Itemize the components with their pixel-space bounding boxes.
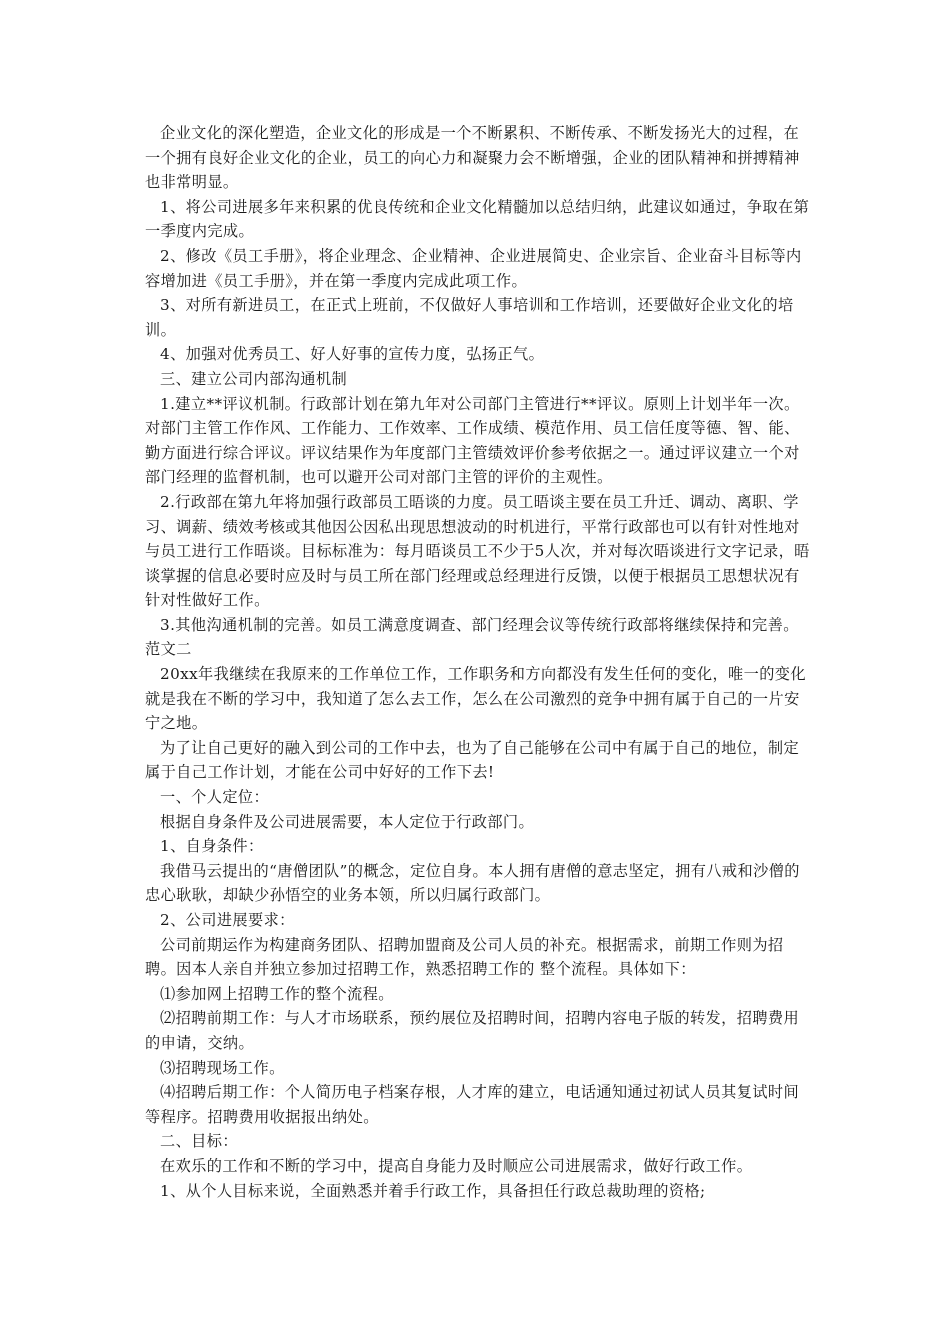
document-body [145,121,813,1203]
paragraph-corporate-culture: 企业文化的深化塑造，企业文化的形成是一个不断累积、不断传承、不断发扬光大的过程，在一个拥有良好企业文化的企业，员工的向心力和凝聚力会不断增强，企业的团队精神和拼搏精神也非常明显。 [145,124,800,192]
section-heading-communication: 三、建立公司内部沟通机制 [160,369,348,388]
section-heading-goals: 二、目标： [160,1132,238,1151]
paragraph-year-intro: 20xx年我继续在我原来的工作单位工作，工作职务和方向都没有发生任何的变化，唯一的变化就是我在不断的学习中，我知道了怎么去工作，怎么在公司激烈的竞争中拥有属于自己的一片安宁之地。 [145,665,806,733]
list-item-pre-recruitment: ⑵招聘前期工作：与人才市场联系，预约展位及招聘时间，招聘内容电子版的转发，招聘费用的申请，交纳。 [145,1009,800,1052]
subheading-own-conditions: 1、自身条件： [160,837,264,856]
paragraph-tang-team: 我借马云提出的“唐僧团队”的概念，定位自身。本人拥有唐僧的意志坚定，拥有八戒和沙僧的忠心耿耿，却缺少孙悟空的业务本领，所以归属行政部门。 [145,861,800,905]
paragraph-staff-interviews: 2.行政部在第九年将加强行政部员工晤谈的力度。员工晤谈主要在员工升迁、调动、离职、学习、调薪、绩效考核或其他因公因私出现思想波动的时机进行，平常行政部也可以有针对性地对与员工进行工作晤谈。目标标准为：每月晤谈员工不少于5人次，并对每次晤谈进行文字记录，晤谈掌握的信息必要时应及时与员工所在部门经理或总经理进行反馈，以便于根据员工思想状况有针对性做好工作。 [145,492,810,610]
paragraph-recruitment: 公司前期运作为构建商务团队、招聘加盟商及公司人员的补充。根据需求，前期工作则为招聘。因本人亲自并独立参加过招聘工作，熟悉招聘工作的 整个流程。具体如下： [145,935,784,979]
list-item-post-recruitment: ⑷招聘后期工作：个人简历电子档案存根，人才库的建立，电话通知通过初试人员其复试时间等程序。招聘费用收据报出纳处。 [145,1083,800,1126]
paragraph-item-1: 1、将公司进展多年来积累的优良传统和企业文化精髓加以总结归纳，此建议如通过，争取在第一季度内完成。 [145,197,810,241]
subheading-company-requirements: 2、公司进展要求： [160,911,295,929]
paragraph-positioning: 根据自身条件及公司进展需要，本人定位于行政部门。 [160,812,535,831]
paragraph-item-2: 2、修改《员工手册》，将企业理念、企业精神、企业进展简史、企业宗旨、企业奋斗目标等内容增加进《员工手册》，并在第一季度内完成此项工作。 [145,246,802,290]
paragraph-evaluation-mechanism: 1.建立**评议机制。行政部计划在第九年对公司部门主管进行**评议。原则上计划半年一次。对部门主管工作作风、工作能力、工作效率、工作成绩、模范作用、员工信任度等德、智、能、勤方面进行综合评议。评议结果作为年度部门主管绩效评价参考依据之一。通过评议建立一个对部门经理的监督机制，也可以避开公司对部门主管的评价的主观性。 [145,394,800,487]
list-item-onsite-recruitment: ⑶招聘现场工作。 [160,1058,285,1077]
paragraph-integration: 为了让自己更好的融入到公司的工作中去，也为了自己能够在公司中有属于自己的地位，制定属于自己工作计划，才能在公司中好好的工作下去! [145,738,800,782]
paragraph-goals: 在欢乐的工作和不断的学习中，提高自身能力及时顺应公司进展需求，做好行政工作。 [160,1156,753,1175]
sample-heading-2: 范文二 [145,640,192,659]
paragraph-item-3: 3、对所有新进员工，在正式上班前，不仅做好人事培训和工作培训，还要做好企业文化的培训。 [145,296,794,339]
list-item-personal-goal: 1、从个人目标来说，全面熟悉并着手行政工作，具备担任行政总裁助理的资格; [160,1181,706,1200]
list-item-online-recruitment: ⑴参加网上招聘工作的整个流程。 [160,984,394,1003]
paragraph-item-4: 4、加强对优秀员工、好人好事的宣传力度，弘扬正气。 [160,345,545,364]
section-heading-positioning: 一、个人定位： [160,788,270,807]
paragraph-other-mechanisms: 3.其他沟通机制的完善。如员工满意度调查、部门经理会议等传统行政部将继续保持和完善。 [160,615,799,634]
